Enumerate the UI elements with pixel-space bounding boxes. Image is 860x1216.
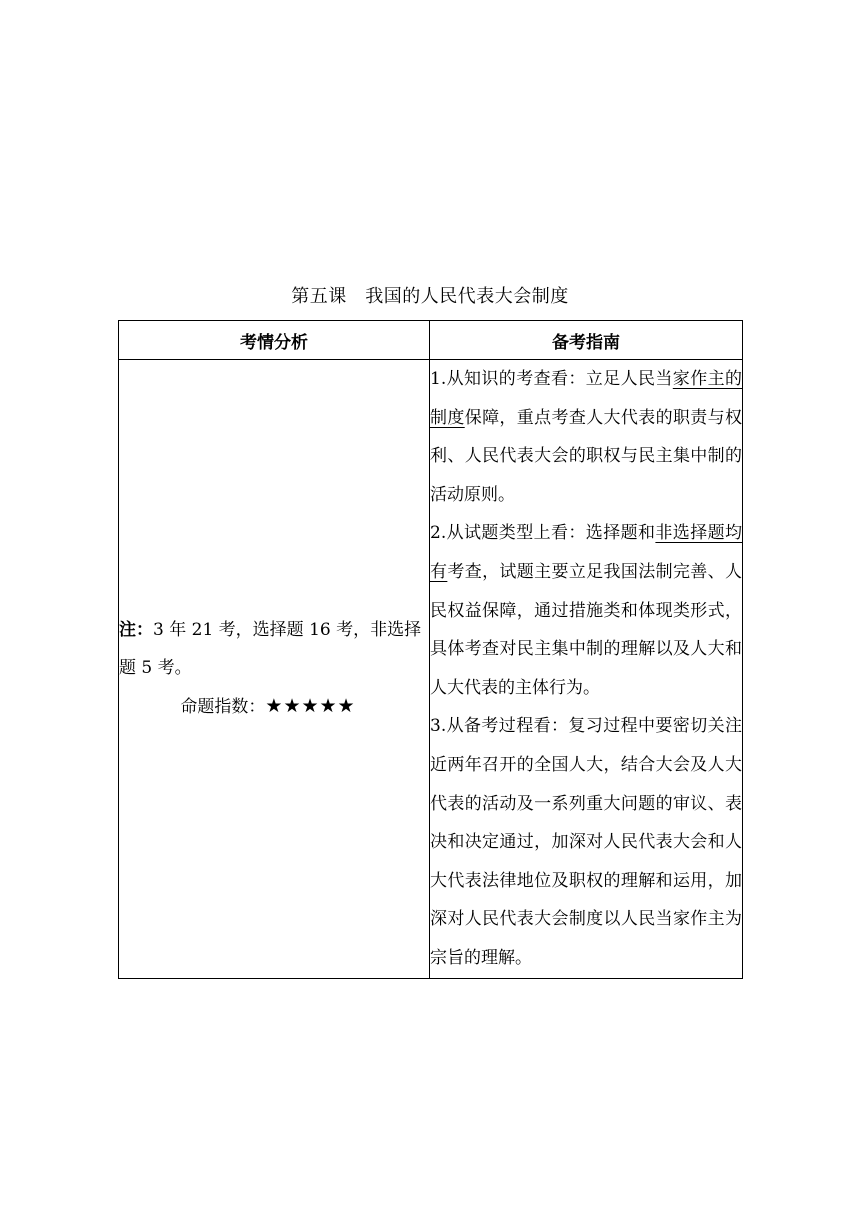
guide-item-3-text: 3.从备考过程看：复习过程中要密切关注近两年召开的全国人大，结合大会及人大代表的活动及一系列重大问题的审议、表决和决定通过，加深对人民代表大会和人大代表法律地位及职权的理解和运用，加深对人民代表大会制度以人民当家作主为宗旨的理解。	[430, 716, 742, 968]
guide-item-2-underlined: 非选择题均有	[430, 523, 742, 582]
difficulty-index	[119, 687, 429, 726]
star-rating-icon: ★★★★★	[265, 695, 356, 718]
guide-item-1-text: 1.从知识的考查看：立足人民当	[430, 369, 673, 389]
lesson-title: 第五课 我国的人民代表大会制度	[291, 286, 569, 307]
guide-item-2	[430, 514, 742, 707]
table-header-row	[119, 321, 743, 360]
analysis-cell	[119, 360, 430, 979]
analysis-note	[119, 611, 429, 687]
header-analysis: 考情分析	[119, 321, 430, 360]
guide-item-2-text-end: 考查，试题主要立足我国法制完善、人民权益保障，通过措施类和体现类形式，具体考查对民主集中制的理解以及人大和人大代表的主体行为。	[430, 561, 743, 698]
guide-item-1-underlined: 家作主的制度	[430, 369, 742, 428]
guide-item-1	[430, 360, 742, 514]
guide-item-2-text: 2.从试题类型上看：选择题和	[430, 523, 656, 544]
guide-item-1-text-end: 保障，重点考查人大代表的职责与权利、人民代表大会的职权与民主集中制的活动原则。	[430, 407, 743, 505]
header-guide: 备考指南	[430, 321, 743, 360]
guide-cell	[430, 360, 743, 979]
note-label: 注：	[119, 620, 153, 641]
table-row	[119, 360, 743, 979]
note-text: 3 年 21 考，选择题 16 考，非选择题 5 考。	[119, 620, 422, 679]
guide-item-3	[430, 707, 742, 977]
index-label: 命题指数：	[180, 697, 266, 718]
exam-analysis-table	[118, 320, 743, 979]
